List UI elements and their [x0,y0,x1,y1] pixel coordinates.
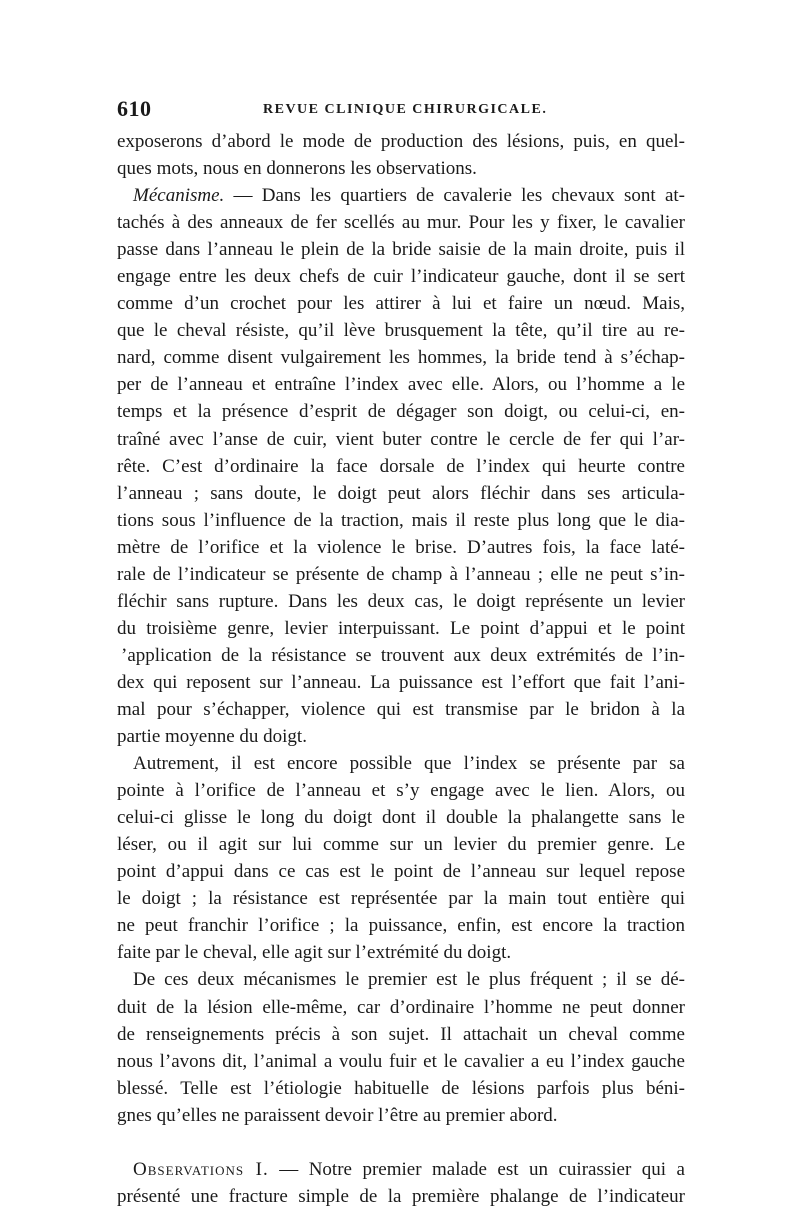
observation-heading-line [117,1156,685,1183]
text-line: temps et la présence d’esprit de dégager son doigt, ou celui-ci, en- [117,401,685,423]
text-line: tachés à des anneaux de fer scellés au mur. Pour les y fixer, le cavalier [117,212,685,234]
mecanisme-label: Mécanisme. [133,185,225,207]
text-line: le doigt ; la résistance est représentée par la main tout entière qui [117,888,685,910]
text-line: Autrement, il est encore possible que l’index se présente par sa [133,753,685,775]
text-line: rête. C’est d’ordinaire la face dorsale de l’index qui heurte contre [117,455,685,477]
text-line: léser, ou il agit sur lui comme sur un levier du premier genre. Le [117,834,685,856]
text-line: gnes qu’elles ne paraissent devoir l’être au premier abord. [117,1104,558,1126]
text-line: que le cheval résiste, qu’il lève brusquement la tête, qu’il tire au re- [117,320,685,342]
text-line: De ces deux mécanismes le premier est le plus fréquent ; il se dé- [133,969,685,991]
page-number: 610 [117,96,152,121]
text-line: comme d’un crochet pour les attirer à lui et faire un nœud. Mais, [117,293,685,315]
text-line: blessé. Telle est l’étiologie habituelle de lésions parfois plus béni- [117,1077,685,1099]
text-line: fléchir sans rupture. Dans les deux cas, le doigt représente un levier [117,590,685,612]
text-line: de renseignements précis à son sujet. Il attachait un cheval comme [117,1023,685,1045]
text-line: dex qui reposent sur l’anneau. La puissance est l’effort que fait l’ani- [117,671,685,693]
observation-line-rest: — Notre premier malade est un cuirassier qui a [268,1158,685,1180]
paragraph-gap [117,1129,685,1156]
text-line: faite par le cheval, elle agit sur l’extrémité du doigt. [117,942,512,964]
text-line: passe dans l’anneau le plein de la bride saisie de la main droite, puis il [117,239,685,261]
text-line-mecanisme [117,182,685,209]
text-line: ques mots, nous en donnerons les observations. [117,158,477,180]
text-line: celui-ci glisse le long du doigt dont il double la phalangette sans le [117,807,685,829]
text-line: présenté une fracture simple de la première phalange de l’indicateur [117,1185,685,1207]
text-line: rale de l’indicateur se présente de champ à l’anneau ; elle ne peut s’in- [117,563,685,585]
text-line: du troisième genre, levier interpuissant. Le point d’appui et le point [117,617,685,639]
running-head [117,96,687,126]
text-line: ne peut franchir l’orifice ; la puissance, enfin, est encore la traction [117,915,685,937]
text-line: mal pour s’échapper, violence qui est transmise par le bridon à la [117,698,685,720]
mecanisme-rest: — Dans les quartiers de cavalerie les chevaux sont at- [224,185,685,207]
text-line: tions sous l’influence de la traction, mais il reste plus long que le dia- [117,509,685,531]
text-line: pointe à l’orifice de l’anneau et s’y engage avec le lien. Alors, ou [117,780,685,802]
text-line: ’application de la résistance se trouvent aux deux extrémités de l’in- [121,644,685,666]
text-line: per de l’anneau et entraîne l’index avec elle. Alors, ou l’homme a le [117,374,685,396]
text-line: nard, comme disent vulgairement les hommes, la bride tend à s’échap- [117,347,685,369]
running-title: REVUE CLINIQUE CHIRURGICALE. [263,102,548,117]
body-text [117,128,685,1210]
text-line: duit de la lésion elle-même, car d’ordinaire l’homme ne peut donner [117,996,685,1018]
text-line: exposerons d’abord le mode de production des lésions, puis, en quel- [117,131,685,152]
text-line: point d’appui dans ce cas est le point de l’anneau sur lequel repose [117,861,685,883]
text-line: nous l’avons dit, l’animal a voulu fuir et le cavalier a eu l’index gauche [117,1050,685,1072]
text-line: l’anneau ; sans doute, le doigt peut alors fléchir dans ses articula- [117,482,685,504]
observation-label: Observations I. [133,1158,269,1180]
text-line: mètre de l’orifice et la violence le brise. D’autres fois, la face laté- [117,536,685,558]
text-line: traîné avec l’anse de cuir, vient buter contre le cercle de fer qui l’ar- [117,428,685,450]
text-line: partie moyenne du doigt. [117,726,307,748]
text-line: engage entre les deux chefs de cuir l’indicateur gauche, dont il se sert [117,266,685,288]
